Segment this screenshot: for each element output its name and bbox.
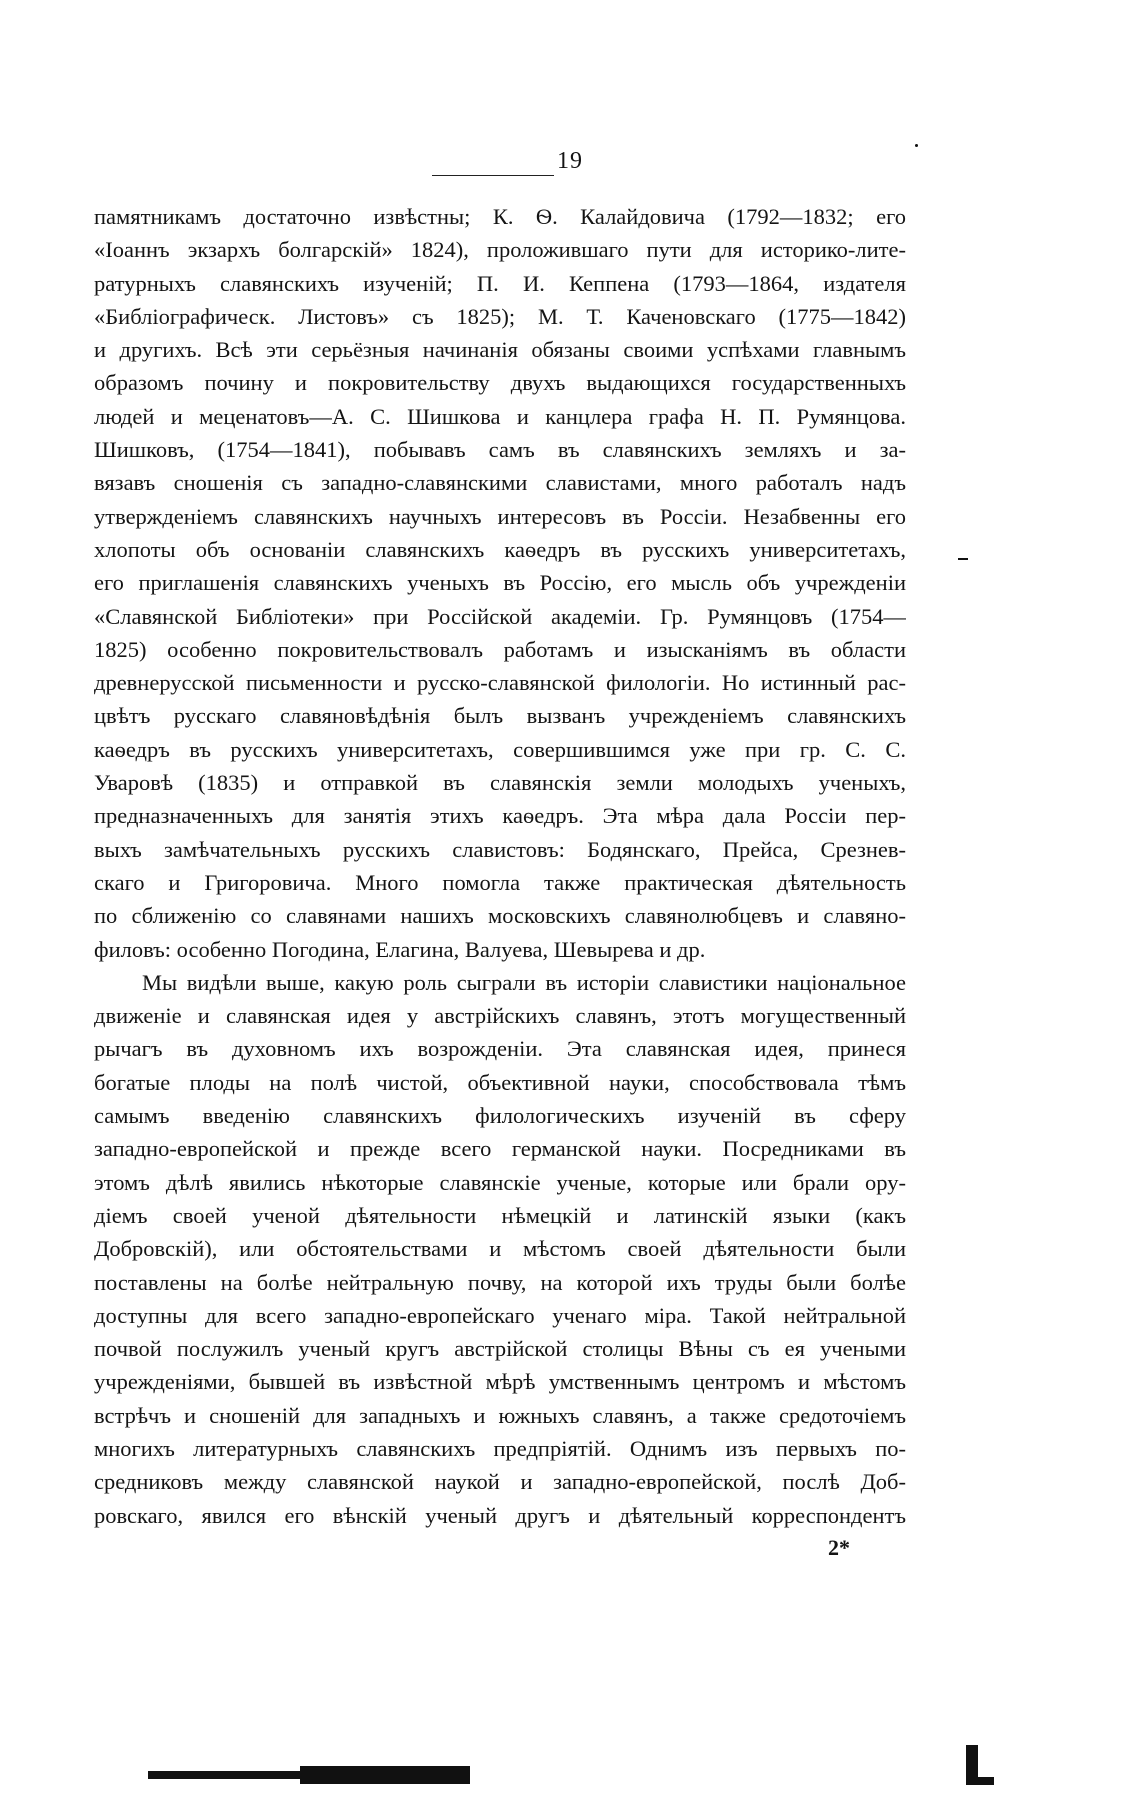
text-line: 1825) особенно покровительствовалъ работамъ и изысканіямъ въ области <box>94 636 906 662</box>
text-line: ратурныхъ славянскихъ изученій; П. И. Кеппена (1793—1864, издателя <box>94 270 906 296</box>
text-line: по сближенію со славянами нашихъ московскихъ славянолюбцевъ и славяно- <box>94 903 906 929</box>
text-line: западно-европейской и прежде всего германской науки. Посредниками въ <box>94 1136 906 1162</box>
text-line: учрежденіями, бывшей въ извѣстной мѣрѣ умственнымъ центромъ и мѣстомъ <box>94 1369 906 1395</box>
text-line: этомъ дѣлѣ явились нѣкоторые славянскіе ученые, которые или брали ору- <box>94 1169 906 1195</box>
margin-dot-mark <box>915 144 918 147</box>
text-line: встрѣчъ и сношеній для западныхъ и южныхъ славянъ, а также средоточіемъ <box>94 1402 906 1428</box>
text-line: «Іоаннъ экзархъ болгарскій» 1824), проложившаго пути для историко-литe- <box>94 237 906 263</box>
signature-mark: 2* <box>828 1535 850 1560</box>
header-rule <box>432 175 554 176</box>
scan-edge-bar <box>300 1766 470 1784</box>
text-line: вязавъ сношенія съ западно-славянскими славистами, много работалъ надъ <box>94 470 906 496</box>
page-number: 19 <box>557 148 583 174</box>
text-line: его приглашенія славянскихъ ученыхъ въ Россію, его мысль объ учрежденіи <box>94 570 906 596</box>
text-line: хлопоты объ основаніи славянскихъ каѳедръ въ русскихъ университетахъ, <box>94 536 906 562</box>
text-line: почвой послужилъ ученый кругъ австрійской столицы Вѣны съ ея учеными <box>94 1336 906 1362</box>
text-line: людей и меценатовъ—А. С. Шишкова и канцлера графа Н. П. Румянцова. <box>94 403 906 429</box>
text-line: цвѣтъ русскаго славяновѣдѣнія былъ вызванъ учрежденіемъ славянскихъ <box>94 703 906 729</box>
text-line: движеніе и славянская идея у австрійскихъ славянъ, этотъ могущественный <box>94 1003 906 1029</box>
text-line: діемъ своей ученой дѣятельности нѣмецкій и латинскій языки (какъ <box>94 1202 906 1228</box>
text-line: филовъ: особенно Погодина, Елагина, Валуева, Шевырева и др. <box>94 936 706 962</box>
text-line: рычагъ въ духовномъ ихъ возрожденіи. Эта славянская идея, принеся <box>94 1036 906 1062</box>
text-line: скаго и Григоровича. Много помогла также практическая дѣятельность <box>94 869 906 895</box>
text-line: и другихъ. Всѣ эти серьёзныя начинанія обязаны своими успѣхами главнымъ <box>94 337 906 363</box>
text-line: Добровскій), или обстоятельствами и мѣстомъ своей дѣятельности были <box>94 1236 906 1262</box>
text-line: образомъ почину и покровительству двухъ выдающихся государственныхъ <box>94 370 906 396</box>
text-line: Мы видѣли выше, какую роль сыграли въ исторіи славистики національное <box>142 969 906 995</box>
text-line: «Славянской Библіотеки» при Россійской академіи. Гр. Румянцовъ (1754— <box>94 603 906 629</box>
text-line: каѳедръ въ русскихъ университетахъ, совершившимся уже при гр. С. С. <box>94 736 906 762</box>
text-line: древнерусской письменности и русско-славянской филологіи. Но истинный рас- <box>94 670 906 696</box>
text-line: ровскаго, явился его вѣнскій ученый другъ и дѣятельный корреспондентъ <box>94 1502 906 1528</box>
text-line: многихъ литературныхъ славянскихъ предпріятій. Однимъ изъ первыхъ по- <box>94 1435 906 1461</box>
text-line: средниковъ между славянской наукой и западно-европейской, послѣ Доб- <box>94 1469 906 1495</box>
text-line: богатые плоды на полѣ чистой, объективной науки, способствовала тѣмъ <box>94 1069 906 1095</box>
margin-dash-mark <box>958 558 968 560</box>
body-text <box>94 200 906 1532</box>
text-line: самымъ введенію славянскихъ филологическихъ изученій въ сферу <box>94 1103 906 1129</box>
text-line: выхъ замѣчательныхъ русскихъ славистовъ: Бодянскаго, Прейса, Срезнев- <box>94 836 906 862</box>
text-line: «Библіографическ. Листовъ» съ 1825); М. Т. Каченовскаго (1775—1842) <box>94 303 906 329</box>
text-line: утвержденіемъ славянскихъ научныхъ интересовъ въ Россіи. Незабвенны его <box>94 503 906 529</box>
scan-corner-mark <box>966 1777 994 1785</box>
text-line: поставлены на болѣе нейтральную почву, на которой ихъ труды были болѣе <box>94 1269 906 1295</box>
text-line: памятникамъ достаточно извѣстны; К. Ѳ. Калайдовича (1792—1832; его <box>94 204 906 229</box>
text-line: предназначенныхъ для занятія этихъ каѳедръ. Эта мѣра дала Россіи пер- <box>94 803 906 829</box>
text-line: доступны для всего западно-европейскаго ученаго міра. Такой нейтральной <box>94 1302 906 1328</box>
text-line: Уваровѣ (1835) и отправкой въ славянскія земли молодыхъ ученыхъ, <box>94 770 906 796</box>
text-line: Шишковъ, (1754—1841), побывавъ самъ въ славянскихъ земляхъ и за- <box>94 437 906 463</box>
